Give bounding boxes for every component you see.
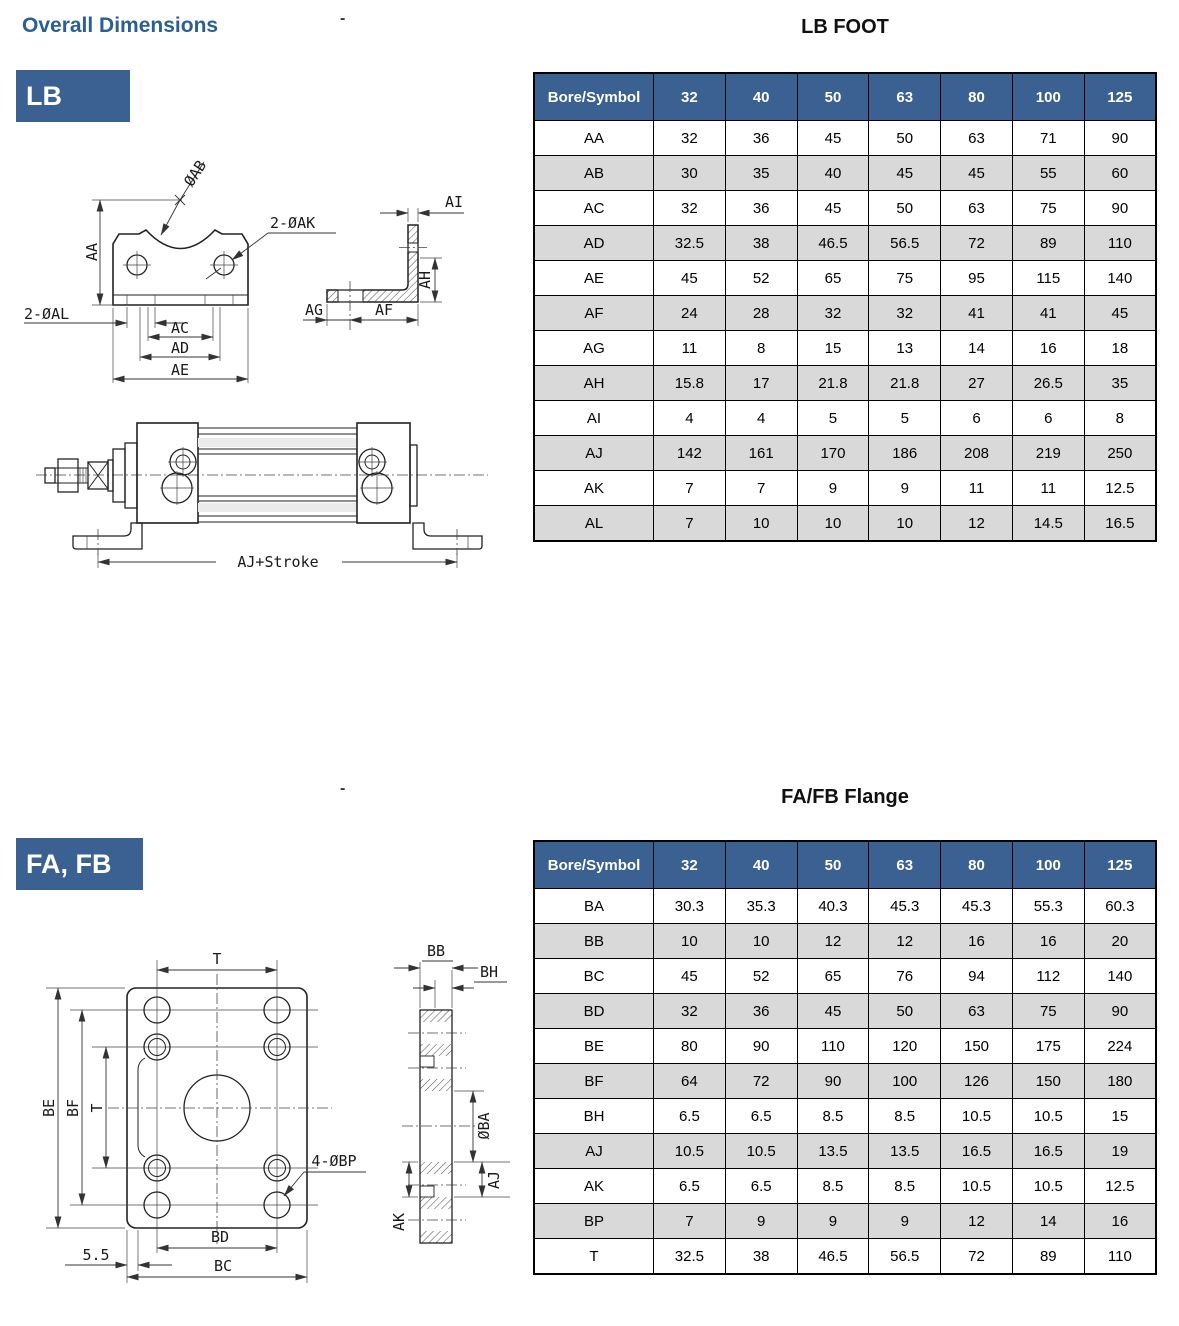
symbol-cell: AK	[534, 471, 654, 506]
value-cell: 11	[1012, 471, 1084, 506]
value-cell: 224	[1084, 1029, 1156, 1064]
dim-label-edge-offset: 5.5	[82, 1246, 110, 1264]
rod-nut	[58, 459, 78, 492]
value-cell: 142	[654, 436, 726, 471]
table-row-AI	[534, 401, 1156, 436]
symbol-cell: BH	[534, 1099, 654, 1134]
dim-label-t-top: T	[212, 950, 222, 968]
page-title: Overall Dimensions	[22, 14, 219, 37]
value-cell: 20	[1084, 924, 1156, 959]
value-cell: 150	[941, 1029, 1013, 1064]
value-cell: 19	[1084, 1134, 1156, 1169]
fafb-section-badge: FA, FB	[16, 838, 143, 890]
value-cell: 63	[941, 121, 1013, 156]
value-cell: 14.5	[1012, 506, 1084, 542]
dim-label-bh: BH	[479, 963, 499, 981]
value-cell: 35.3	[725, 889, 797, 924]
value-cell: 63	[941, 191, 1013, 226]
value-cell: 30	[654, 156, 726, 191]
symbol-cell: AI	[534, 401, 654, 436]
separator-dash-top: -	[340, 10, 346, 27]
value-cell: 110	[1084, 226, 1156, 261]
value-cell: 50	[869, 121, 941, 156]
value-cell: 9	[725, 1204, 797, 1239]
flange-front-view	[40, 950, 366, 1283]
value-cell: 9	[869, 471, 941, 506]
dim-label-bb: BB	[426, 942, 446, 960]
symbol-cell: AE	[534, 261, 654, 296]
col-header-bore-63: 63	[869, 73, 941, 121]
dim-label-aj-stroke: AJ+Stroke	[237, 553, 319, 571]
col-header-bore-40: 40	[725, 73, 797, 121]
value-cell: 60.3	[1084, 889, 1156, 924]
value-cell: 208	[941, 436, 1013, 471]
value-cell: 45.3	[941, 889, 1013, 924]
symbol-cell: BD	[534, 994, 654, 1029]
symbol-cell: AK	[534, 1169, 654, 1204]
value-cell: 75	[1012, 994, 1084, 1029]
value-cell: 161	[725, 436, 797, 471]
value-cell: 110	[1084, 1239, 1156, 1275]
value-cell: 16	[941, 924, 1013, 959]
table-header-row	[534, 841, 1156, 889]
value-cell: 36	[725, 994, 797, 1029]
value-cell: 140	[1084, 959, 1156, 994]
dim-label-ai: AI	[444, 193, 464, 211]
value-cell: 150	[1012, 1064, 1084, 1099]
dim-label-bf: BF	[64, 1098, 82, 1118]
value-cell: 28	[725, 296, 797, 331]
col-header-bore-symbol: Bore/Symbol	[534, 73, 654, 121]
table-row-AJ	[534, 1134, 1156, 1169]
table-row-AG	[534, 331, 1156, 366]
value-cell: 10.5	[1012, 1099, 1084, 1134]
value-cell: 89	[1012, 1239, 1084, 1275]
value-cell: 50	[869, 994, 941, 1029]
dim-label-ak: AK	[390, 1212, 408, 1232]
value-cell: 50	[869, 191, 941, 226]
right-foot-bracket	[413, 523, 482, 549]
value-cell: 120	[869, 1029, 941, 1064]
symbol-cell: T	[534, 1239, 654, 1275]
value-cell: 6.5	[725, 1169, 797, 1204]
lb-section-badge: LB	[16, 70, 130, 122]
lb-table-title: LB FOOT	[801, 16, 889, 38]
table-row-AA	[534, 121, 1156, 156]
symbol-cell: AJ	[534, 1134, 654, 1169]
value-cell: 18	[1084, 331, 1156, 366]
value-cell: 14	[1012, 1204, 1084, 1239]
value-cell: 16	[1012, 331, 1084, 366]
col-header-bore-32: 32	[654, 841, 726, 889]
bracket-outline	[113, 230, 248, 305]
value-cell: 89	[1012, 226, 1084, 261]
value-cell: 36	[725, 121, 797, 156]
value-cell: 10	[869, 506, 941, 542]
table-row-AB	[534, 156, 1156, 191]
value-cell: 16.5	[1012, 1134, 1084, 1169]
value-cell: 8.5	[797, 1169, 869, 1204]
value-cell: 21.8	[797, 366, 869, 401]
value-cell: 186	[869, 436, 941, 471]
table-row-BE	[534, 1029, 1156, 1064]
value-cell: 10	[654, 924, 726, 959]
dim-label-oak: 2-ØAK	[270, 214, 316, 232]
lb-foot-table	[533, 72, 1157, 542]
value-cell: 10.5	[941, 1169, 1013, 1204]
value-cell: 9	[797, 1204, 869, 1239]
value-cell: 10	[725, 924, 797, 959]
value-cell: 41	[1012, 296, 1084, 331]
symbol-cell: AJ	[534, 436, 654, 471]
value-cell: 75	[1012, 191, 1084, 226]
table-row-BA	[534, 889, 1156, 924]
value-cell: 26.5	[1012, 366, 1084, 401]
value-cell: 32	[654, 191, 726, 226]
table-row-AD	[534, 226, 1156, 261]
dim-label-oba: ØBA	[475, 1112, 493, 1140]
col-header-bore-125: 125	[1084, 841, 1156, 889]
value-cell: 71	[1012, 121, 1084, 156]
value-cell: 32	[654, 994, 726, 1029]
dim-label-ae: AE	[170, 361, 190, 379]
value-cell: 10.5	[725, 1134, 797, 1169]
value-cell: 45	[869, 156, 941, 191]
value-cell: 10.5	[941, 1099, 1013, 1134]
table-row-BF	[534, 1064, 1156, 1099]
value-cell: 52	[725, 959, 797, 994]
dim-label-ac: AC	[170, 319, 190, 337]
lb-bracket-drawing	[20, 140, 500, 405]
dim-label-aj: AJ	[485, 1170, 503, 1190]
value-cell: 46.5	[797, 1239, 869, 1275]
value-cell: 17	[725, 366, 797, 401]
dim-label-ad: AD	[170, 339, 190, 357]
symbol-cell: BB	[534, 924, 654, 959]
table-row-AK	[534, 471, 1156, 506]
lb-front-view	[24, 157, 336, 383]
value-cell: 80	[654, 1029, 726, 1064]
value-cell: 12	[941, 1204, 1013, 1239]
symbol-cell: BP	[534, 1204, 654, 1239]
value-cell: 15.8	[654, 366, 726, 401]
value-cell: 7	[725, 471, 797, 506]
value-cell: 95	[941, 261, 1013, 296]
table-row-BD	[534, 994, 1156, 1029]
dim-label-oab: ØAB	[180, 157, 211, 190]
left-foot-bracket	[73, 523, 142, 549]
symbol-cell: AD	[534, 226, 654, 261]
value-cell: 13.5	[797, 1134, 869, 1169]
value-cell: 45	[654, 261, 726, 296]
table-row-AC	[534, 191, 1156, 226]
value-cell: 250	[1084, 436, 1156, 471]
value-cell: 8.5	[869, 1169, 941, 1204]
value-cell: 27	[941, 366, 1013, 401]
value-cell: 13	[869, 331, 941, 366]
dim-label-bd: BD	[210, 1228, 230, 1246]
value-cell: 32.5	[654, 226, 726, 261]
value-cell: 112	[1012, 959, 1084, 994]
value-cell: 13.5	[869, 1134, 941, 1169]
value-cell: 12.5	[1084, 471, 1156, 506]
table-row-BB	[534, 924, 1156, 959]
value-cell: 35	[725, 156, 797, 191]
value-cell: 32	[869, 296, 941, 331]
value-cell: 72	[941, 226, 1013, 261]
value-cell: 35	[1084, 366, 1156, 401]
dim-label-oal: 2-ØAL	[24, 305, 70, 323]
value-cell: 32	[797, 296, 869, 331]
symbol-cell: AA	[534, 121, 654, 156]
symbol-cell: AH	[534, 366, 654, 401]
value-cell: 6	[941, 401, 1013, 436]
value-cell: 180	[1084, 1064, 1156, 1099]
value-cell: 90	[1084, 191, 1156, 226]
lb-cylinder-drawing	[20, 405, 500, 580]
value-cell: 15	[797, 331, 869, 366]
value-cell: 126	[941, 1064, 1013, 1099]
symbol-cell: BF	[534, 1064, 654, 1099]
symbol-cell: AG	[534, 331, 654, 366]
value-cell: 90	[1084, 994, 1156, 1029]
value-cell: 16.5	[1084, 506, 1156, 542]
col-header-bore-80: 80	[941, 841, 1013, 889]
value-cell: 8.5	[797, 1099, 869, 1134]
value-cell: 56.5	[869, 226, 941, 261]
value-cell: 90	[1084, 121, 1156, 156]
fafb-flange-table	[533, 840, 1157, 1275]
value-cell: 8.5	[869, 1099, 941, 1134]
value-cell: 219	[1012, 436, 1084, 471]
value-cell: 14	[941, 331, 1013, 366]
value-cell: 72	[725, 1064, 797, 1099]
value-cell: 38	[725, 1239, 797, 1275]
col-header-bore-125: 125	[1084, 73, 1156, 121]
dim-label-bc: BC	[213, 1257, 233, 1275]
value-cell: 12	[797, 924, 869, 959]
value-cell: 9	[869, 1204, 941, 1239]
counterbore-step	[420, 1056, 434, 1067]
value-cell: 41	[941, 296, 1013, 331]
table-row-AL	[534, 506, 1156, 542]
value-cell: 45	[654, 959, 726, 994]
counterbore-step	[420, 1186, 434, 1197]
value-cell: 30.3	[654, 889, 726, 924]
value-cell: 45	[941, 156, 1013, 191]
value-cell: 10	[797, 506, 869, 542]
symbol-cell: BC	[534, 959, 654, 994]
value-cell: 45	[797, 121, 869, 156]
value-cell: 45	[797, 191, 869, 226]
table-row-AK	[534, 1169, 1156, 1204]
dim-label-ag: AG	[304, 301, 324, 319]
table-row-AJ	[534, 436, 1156, 471]
value-cell: 15	[1084, 1099, 1156, 1134]
symbol-cell: BE	[534, 1029, 654, 1064]
piston-rod	[45, 459, 113, 492]
lb-side-view	[303, 193, 464, 330]
value-cell: 46.5	[797, 226, 869, 261]
dim-label-be: BE	[40, 1098, 58, 1118]
symbol-cell: AC	[534, 191, 654, 226]
symbol-cell: AF	[534, 296, 654, 331]
value-cell: 4	[725, 401, 797, 436]
symbol-cell: AB	[534, 156, 654, 191]
value-cell: 90	[725, 1029, 797, 1064]
col-header-bore-50: 50	[797, 73, 869, 121]
dim-label-ah: AH	[416, 270, 434, 290]
col-header-bore-63: 63	[869, 841, 941, 889]
value-cell: 6	[1012, 401, 1084, 436]
table-row-AE	[534, 261, 1156, 296]
value-cell: 11	[654, 331, 726, 366]
table-header-row	[534, 73, 1156, 121]
value-cell: 45	[1084, 296, 1156, 331]
value-cell: 38	[725, 226, 797, 261]
aj-stroke-dimension	[98, 553, 457, 571]
col-header-bore-100: 100	[1012, 841, 1084, 889]
value-cell: 6.5	[654, 1169, 726, 1204]
value-cell: 36	[725, 191, 797, 226]
fafb-table-title: FA/FB Flange	[781, 786, 909, 808]
value-cell: 65	[797, 261, 869, 296]
value-cell: 10	[725, 506, 797, 542]
value-cell: 170	[797, 436, 869, 471]
value-cell: 110	[797, 1029, 869, 1064]
dim-label-af: AF	[374, 301, 394, 319]
symbol-cell: BA	[534, 889, 654, 924]
value-cell: 7	[654, 506, 726, 542]
value-cell: 21.8	[869, 366, 941, 401]
value-cell: 5	[797, 401, 869, 436]
flange-side-view	[390, 942, 510, 1243]
value-cell: 12	[869, 924, 941, 959]
table-row-BP	[534, 1204, 1156, 1239]
value-cell: 7	[654, 471, 726, 506]
value-cell: 76	[869, 959, 941, 994]
value-cell: 8	[725, 331, 797, 366]
value-cell: 55.3	[1012, 889, 1084, 924]
value-cell: 55	[1012, 156, 1084, 191]
value-cell: 45.3	[869, 889, 941, 924]
value-cell: 72	[941, 1239, 1013, 1275]
cylinder-body	[113, 423, 417, 523]
value-cell: 8	[1084, 401, 1156, 436]
value-cell: 56.5	[869, 1239, 941, 1275]
dim-label-obp: 4-ØBP	[311, 1152, 357, 1170]
value-cell: 6.5	[654, 1099, 726, 1134]
foot-brackets	[73, 523, 482, 555]
value-cell: 24	[654, 296, 726, 331]
col-header-bore-32: 32	[654, 73, 726, 121]
value-cell: 5	[869, 401, 941, 436]
value-cell: 32	[654, 121, 726, 156]
value-cell: 63	[941, 994, 1013, 1029]
table-row-T	[534, 1239, 1156, 1275]
value-cell: 115	[1012, 261, 1084, 296]
value-cell: 65	[797, 959, 869, 994]
col-header-bore-80: 80	[941, 73, 1013, 121]
col-header-bore-100: 100	[1012, 73, 1084, 121]
value-cell: 16	[1084, 1204, 1156, 1239]
value-cell: 90	[797, 1064, 869, 1099]
value-cell: 12	[941, 506, 1013, 542]
separator-dash-bottom: -	[340, 780, 346, 797]
col-header-bore-50: 50	[797, 841, 869, 889]
value-cell: 75	[869, 261, 941, 296]
col-header-bore-40: 40	[725, 841, 797, 889]
value-cell: 10.5	[654, 1134, 726, 1169]
table-row-BC	[534, 959, 1156, 994]
table-row-AF	[534, 296, 1156, 331]
value-cell: 100	[869, 1064, 941, 1099]
table-row-BH	[534, 1099, 1156, 1134]
flange-drawing	[20, 930, 540, 1326]
value-cell: 140	[1084, 261, 1156, 296]
value-cell: 175	[1012, 1029, 1084, 1064]
value-cell: 4	[654, 401, 726, 436]
symbol-cell: AL	[534, 506, 654, 542]
value-cell: 40.3	[797, 889, 869, 924]
value-cell: 9	[797, 471, 869, 506]
value-cell: 94	[941, 959, 1013, 994]
value-cell: 16.5	[941, 1134, 1013, 1169]
value-cell: 7	[654, 1204, 726, 1239]
value-cell: 60	[1084, 156, 1156, 191]
dim-label-t-left: T	[88, 1103, 106, 1113]
value-cell: 64	[654, 1064, 726, 1099]
value-cell: 12.5	[1084, 1169, 1156, 1204]
value-cell: 10.5	[1012, 1169, 1084, 1204]
value-cell: 40	[797, 156, 869, 191]
value-cell: 52	[725, 261, 797, 296]
value-cell: 32.5	[654, 1239, 726, 1275]
dim-label-aa: AA	[83, 242, 101, 262]
value-cell: 45	[797, 994, 869, 1029]
value-cell: 6.5	[725, 1099, 797, 1134]
table-row-AH	[534, 366, 1156, 401]
value-cell: 11	[941, 471, 1013, 506]
col-header-bore-symbol: Bore/Symbol	[534, 841, 654, 889]
value-cell: 16	[1012, 924, 1084, 959]
